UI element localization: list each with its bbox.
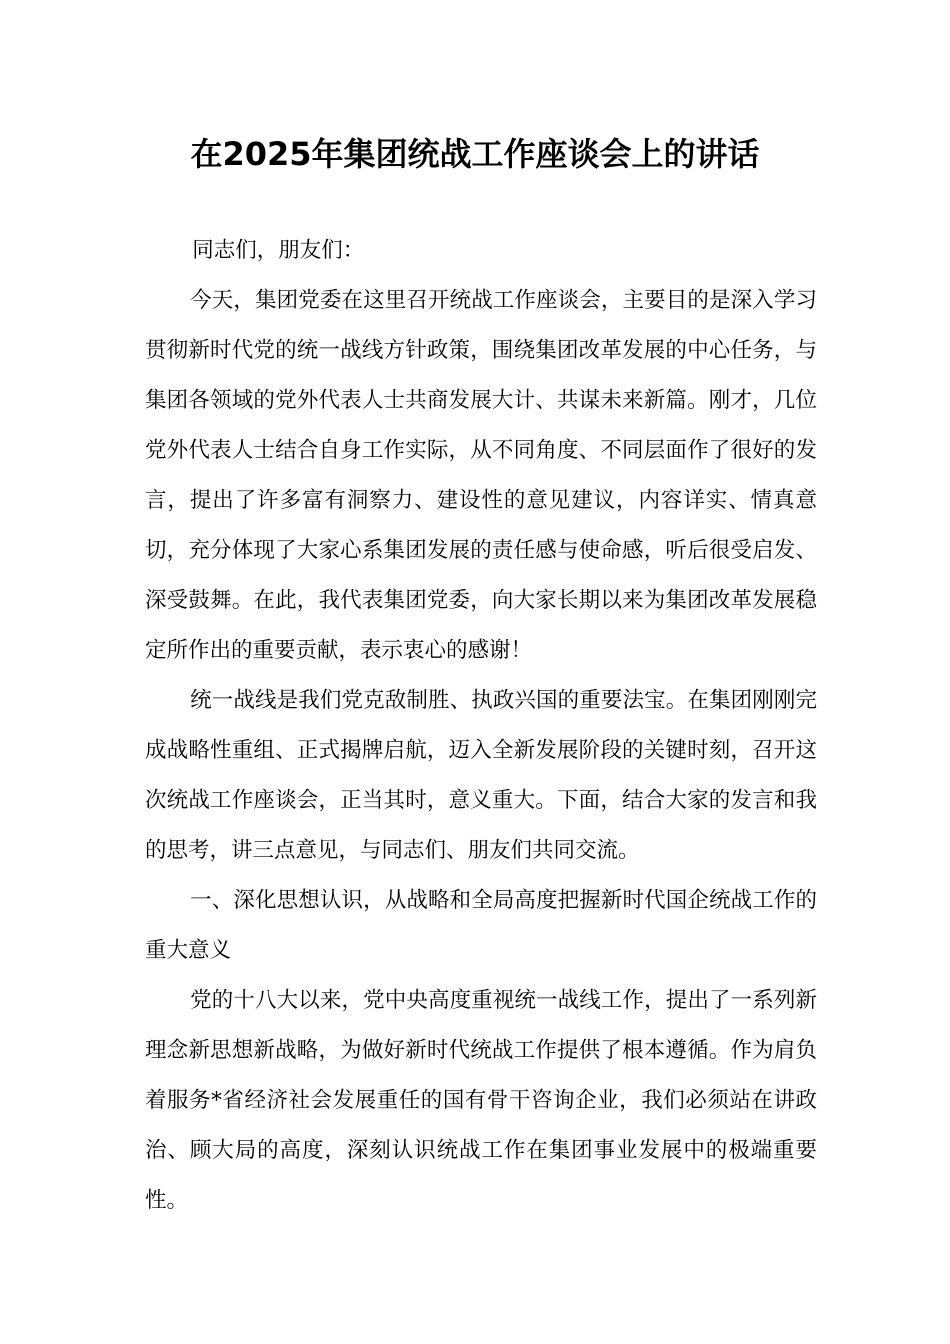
context-paragraph: 统一战线是我们党克敌制胜、执政兴国的重要法宝。在集团刚刚完成战略性重组、正式揭牌启航，迈入全新发展阶段的关键时刻，召开这次统战工作座谈会，正当其时，意义重大。下面，结合大家的发言和我的思考，讲三点意见，与同志们、朋友们共同交流。 [145,688,817,863]
section-one-paragraph: 党的十八大以来，党中央高度重视统一战线工作，提出了一系列新理念新思想新战略，为做好新时代统战工作提供了根本遵循。作为肩负着服务*省经济社会发展重任的国有骨干咨询企业，我们必须站在讲政治、顾大局的高度，深刻认识统战工作在集团事业发展中的极端重要性。 [145,988,817,1213]
document-body [145,226,817,1226]
section-heading-one: 一、深化思想认识，从战略和全局高度把握新时代国企统战工作的重大意义 [145,888,817,963]
document-title: 在2025年集团统战工作座谈会上的讲话 [190,135,760,173]
opening-paragraph: 今天，集团党委在这里召开统战工作座谈会，主要目的是深入学习贯彻新时代党的统一战线方针政策，围绕集团改革发展的中心任务，与集团各领域的党外代表人士共商发展大计、共谋未来新篇。刚才，几位党外代表人士结合自身工作实际，从不同角度、不同层面作了很好的发言，提出了许多富有洞察力、建设性的意见建议，内容详实、情真意切，充分体现了大家心系集团发展的责任感与使命感，听后很受启发、深受鼓舞。在此，我代表集团党委，向大家长期以来为集团改革发展稳定所作出的重要贡献，表示衷心的感谢！ [145,288,817,663]
salutation-paragraph: 同志们，朋友们： [192,238,365,263]
